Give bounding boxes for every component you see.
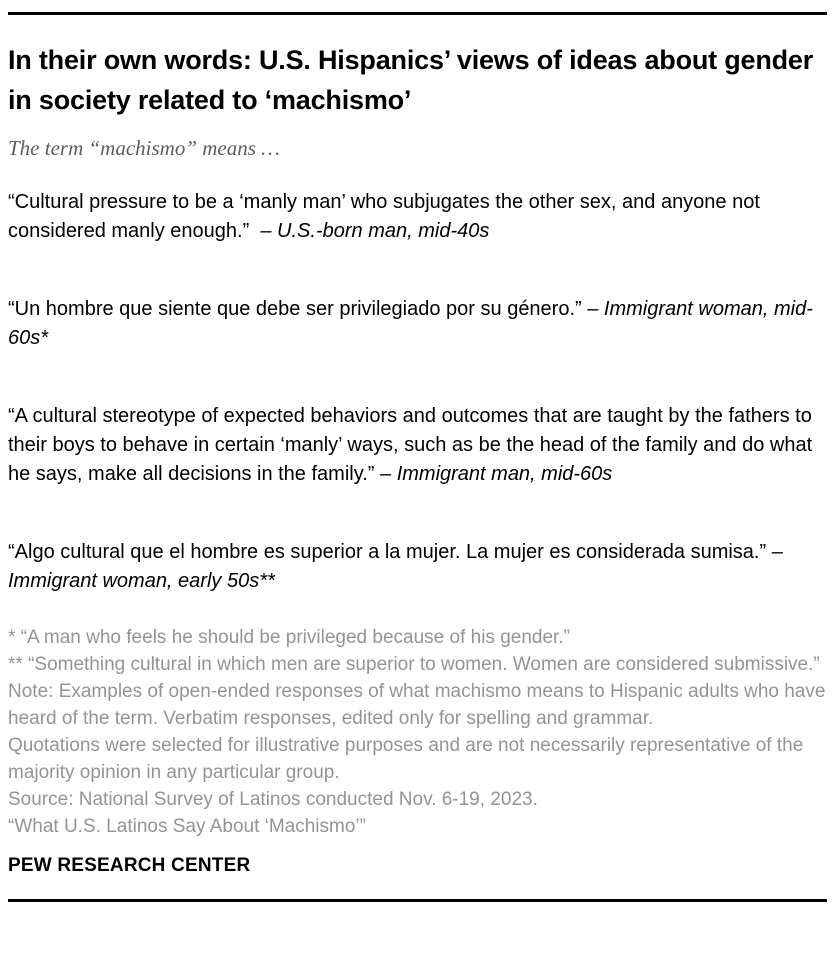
bottom-rule (8, 899, 827, 902)
note-line: Note: Examples of open-ended responses of what machismo means to Hispanic adults who have heard of the term. Verbatim responses, edited only for spelling and grammar. (8, 681, 826, 729)
footnote: * “A man who feels he should be privileged because of his gender.” (8, 627, 570, 648)
quote-text: “Cultural pressure to be a ‘manly man’ who subjugates the other sex, and anyone not considered manly enough.” (8, 191, 760, 242)
quote-item (8, 402, 827, 489)
footnotes-and-notes (8, 624, 827, 840)
quote-item (8, 538, 827, 596)
top-rule (8, 12, 827, 15)
note-line: Quotations were selected for illustrative purposes and are not necessarily representative of the majority opinion in any particular group. (8, 735, 804, 783)
quote-item (8, 188, 827, 246)
quote-attribution: – Immigrant woman, early 50s** (8, 541, 789, 592)
subtitle: The term “machismo” means … (8, 136, 280, 160)
source-line: Source: National Survey of Latinos conducted Nov. 6-19, 2023. (8, 789, 538, 810)
quotes-section (8, 188, 827, 596)
page-title: In their own words: U.S. Hispanics’ views of ideas about gender in society related to ‘machismo’ (8, 45, 814, 115)
quote-item (8, 295, 827, 353)
quote-attribution: – U.S.-born man, mid-40s (249, 220, 490, 242)
quote-attribution: – Immigrant woman, mid-60s* (8, 298, 813, 349)
footnote: ** “Something cultural in which men are superior to women. Women are considered submissive.” (8, 654, 820, 675)
pew-research-center-wordmark: PEW RESEARCH CENTER (8, 855, 251, 876)
quote-text: “Algo cultural que el hombre es superior a la mujer. La mujer es considerada sumisa.” (8, 541, 767, 563)
quote-text: “A cultural stereotype of expected behaviors and outcomes that are taught by the fathers to their boys to behave in certain ‘manly’ ways, such as be the head of the family and do what he says, make all decisions in the family.” (8, 405, 813, 485)
quote-attribution: – Immigrant man, mid-60s (374, 463, 613, 485)
report-title-line: “What U.S. Latinos Say About ‘Machismo’” (8, 816, 366, 837)
quote-text: “Un hombre que siente que debe ser privilegiado por su género.” (8, 298, 582, 320)
